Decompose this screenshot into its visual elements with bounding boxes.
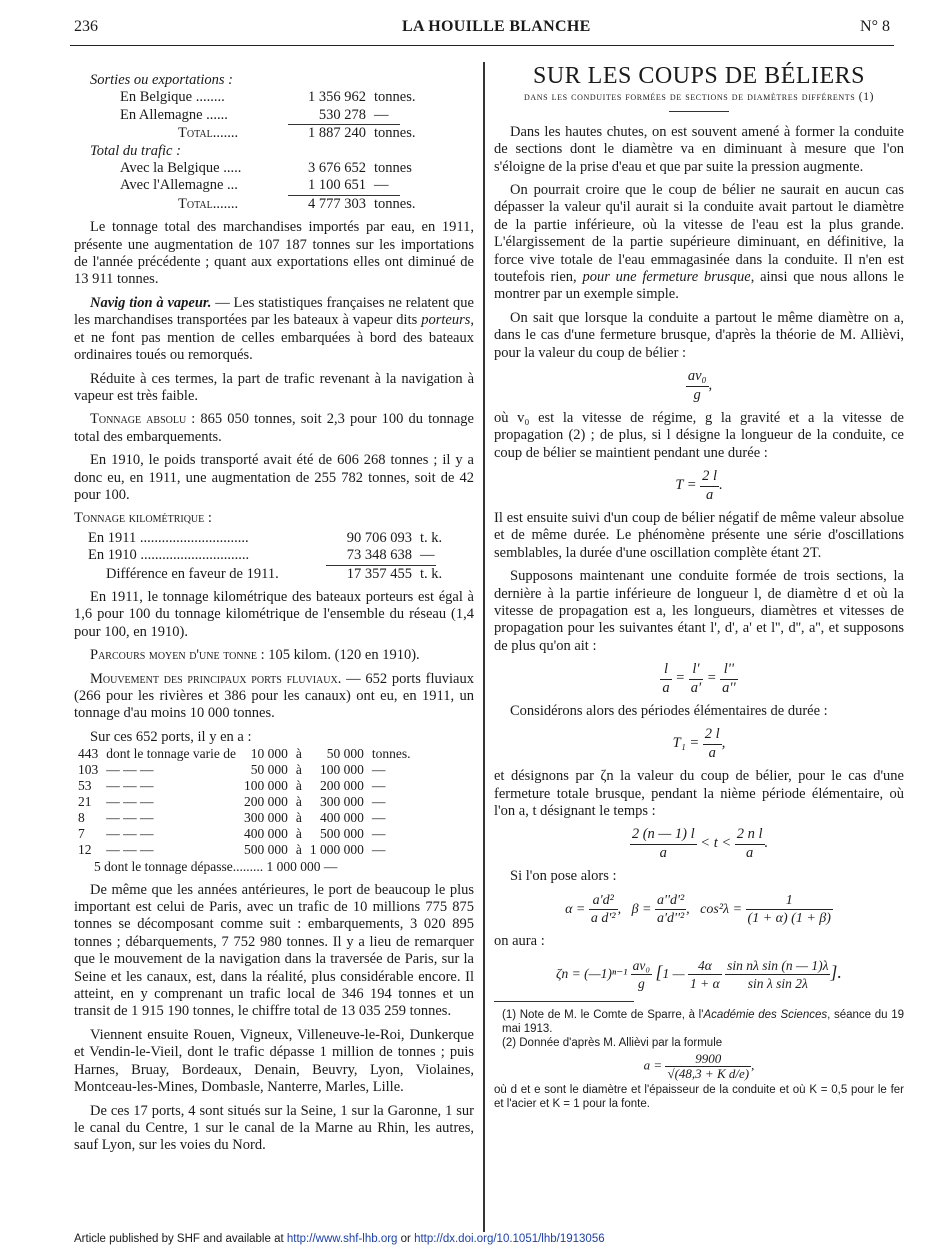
ports-intro: Sur ces 652 ports, il y en a :	[90, 728, 252, 745]
left-column	[74, 72, 474, 1161]
journal-title: LA HOUILLE BLANCHE	[402, 18, 591, 35]
column-divider	[483, 62, 485, 1232]
ports-cell: 300 000	[243, 810, 288, 826]
ports-cell: 443	[78, 746, 99, 762]
ports-cell: tonnes.	[371, 746, 411, 762]
ports-row	[74, 842, 414, 858]
ports-row	[74, 810, 414, 826]
footnote-3: où d et e sont le diamètre et l'épaisseur de la conduite et où K = 0,5 pour le fer et l'acier et K = 1 pour la fonte.	[494, 1083, 904, 1110]
ports-cell: — — —	[106, 762, 154, 778]
ports-cell: à	[295, 778, 302, 794]
issue-number: N° 8	[860, 18, 890, 35]
traffic-row: Avec l'Allemagne ... 1 100 651 —	[120, 177, 389, 194]
ports-cell: 21	[78, 794, 92, 810]
ports-cell: 7	[78, 826, 85, 842]
footnote-2: (2) Donnée d'après M. Allièvi par la formule	[502, 1036, 723, 1049]
ports-cell: —	[371, 794, 386, 810]
header-rule	[70, 45, 894, 46]
km-row: En 1910 .............................. 73 348 638 —	[88, 547, 435, 564]
title-separator	[669, 111, 729, 112]
ports-cell: —	[371, 778, 386, 794]
ports-row	[74, 762, 414, 778]
exports-heading: Sorties ou exportations :	[90, 72, 233, 88]
page-header	[70, 12, 890, 42]
ports-cell: 12	[78, 842, 92, 858]
formula-duree: T = $\frac{2 l}{a}$ .	[675, 468, 723, 503]
ports-row	[74, 826, 414, 842]
footnote-formula: a = $\frac{9900}{\text{√(48,3 + K d/e)}}$ ,	[643, 1050, 755, 1081]
paragraph: Le tonnage total des marchandises importés par eau, en 1911, présente une augmentation de 107 187 tonnes sur les importations de l'année précédente ; quant aux exportations elles ont diminué de 13 911 tonnes.	[74, 219, 474, 288]
ports-table	[74, 746, 414, 858]
formula-alpha-beta: α = $\frac{\text{a'd²}}{\text{a d'²}}$ , β = $\frac{\text{a''d'²}}{\text{a'd''²}}$ , cos²λ = $\frac{1}{(1 + \alpha) (1 + \beta)}$	[565, 892, 831, 927]
ports-cell: 100 000	[243, 778, 288, 794]
ports-cell: —	[371, 810, 386, 826]
ports-cell: — — —	[106, 842, 154, 858]
ports-last-row: 5 dont le tonnage dépasse......... 1 000 000 —	[94, 859, 338, 875]
paragraph: Tonnage absolu : 865 050 tonnes, soit 2,3 pour 100 du tonnage total des embarquements.	[74, 411, 474, 445]
traffic-total: Total....... 4 777 303 tonnes.	[178, 195, 416, 212]
ports-cell: 53	[78, 778, 92, 794]
exports-row: En Belgique ........ 1 356 962 tonnes.	[120, 89, 416, 106]
paragraph: Parcours moyen d'une tonne : 105 kilom. (120 en 1910).	[90, 647, 420, 664]
ports-cell: dont le tonnage varie de	[106, 746, 236, 762]
traffic-heading: Total du trafic :	[90, 142, 181, 159]
ports-cell: à	[295, 762, 302, 778]
km-row: En 1911 .............................. 90 706 093 t. k.	[88, 529, 443, 546]
footnotes	[494, 1008, 904, 1111]
paragraph: On sait que lorsque la conduite a partout le même diamètre on a, dans le cas d'une fermeture brusque, d'après la théorie de M. Allièvi, pour la valeur du coup de bélier :	[494, 309, 904, 361]
doi-link[interactable]: http://dx.doi.org/10.1051/lhb/1913056	[414, 1233, 605, 1245]
paragraph: où v₀ est la vitesse de régime, g la gravité et a la vitesse de propagation (2) ; de plus, si l désigne la longueur de la conduite, ce coup de bélier se maintient pendant une durée :	[494, 409, 904, 461]
ports-cell: 50 000	[326, 746, 364, 762]
formula-coup-belier: $\frac{\text{av₀}}{g}$ ,	[687, 368, 713, 403]
formula-temps: $\frac{2 (n — 1) l}{a}$ < t < $\frac{\text{2 n l}}{a}$ .	[631, 826, 769, 861]
exports-row: En Allemagne ...... 530 278 —	[120, 106, 389, 123]
ports-cell: — — —	[106, 810, 154, 826]
paragraph: on aura :	[494, 933, 545, 950]
paragraph: Dans les hautes chutes, on est souvent amené à former la conduite de sections dont le diamètre va en diminuant à mesure que l'on s'éloigne de la prise d'eau et que par suite la pression augmente.	[494, 123, 904, 175]
exports-total: Total....... 1 887 240 tonnes.	[178, 125, 416, 142]
ports-cell: à	[295, 794, 302, 810]
ports-cell: à	[295, 842, 302, 858]
ports-cell: 103	[78, 762, 99, 778]
footnote-1: (1) Note de M. le Comte de Sparre, à l'Académie des Sciences, séance du 19 mai 1913.	[502, 1008, 905, 1035]
ports-cell: 100 000	[319, 762, 364, 778]
paragraph: Navig tion à vapeur. — Les statistiques françaises ne relatent que les marchandises transportées par les bateaux à vapeur dits porteurs, et ne font pas mention de celles embarquées à bord des bateaux ordinaires toués ou remorqués.	[74, 294, 474, 364]
km-diff: Différence en faveur de 1911. 17 357 455 t. k.	[106, 565, 443, 582]
page-number: 236	[74, 18, 98, 35]
paragraph: En 1911, le tonnage kilométrique des bateaux porteurs est égal à 1,6 pour 100 du tonnage kilométrique de l'ensemble du réseau (1,4 pour 100, en 1910).	[74, 588, 474, 640]
ports-cell: 8	[78, 810, 85, 826]
page-footer: Article published by SHF and available at http://www.shf-lhb.org or http://dx.doi.org/10.1051/lhb/1913056	[74, 1233, 605, 1245]
ports-cell: 300 000	[319, 794, 364, 810]
paragraph: et désignons par ζn la valeur du coup de bélier, pour le cas d'une fermeture totale brusque, pendant la nième période élémentaire, où l'on a, t désignant le temps :	[494, 768, 904, 820]
ports-row	[74, 746, 414, 762]
ports-cell: à	[295, 746, 302, 762]
ports-cell: — — —	[106, 826, 154, 842]
paragraph: On pourrait croire que le coup de bélier ne saurait en aucun cas dépasser la valeur qu'il aurait si la conduite avait partout le diamètre de la partie inférieure, où la vitesse de l'eau est la plus grande. L'élargissement de la partie supérieure diminuant, en définitive, la force vive totale de l'eau emmagasinée dans la conduite. Il n'en est toutefois rien, pour une fermeture brusque, ainsi que nous allons le montrer par un exemple simple.	[494, 182, 904, 303]
ports-cell: 400 000	[243, 826, 288, 842]
ports-cell: 1 000 000	[309, 842, 364, 858]
ports-cell: à	[295, 826, 302, 842]
ports-row	[74, 778, 414, 794]
ports-cell: — — —	[106, 794, 154, 810]
ports-cell: 500 000	[243, 842, 288, 858]
article-subtitle: dans les conduites formées de sections de diamètres différents (1)	[523, 91, 874, 104]
ports-cell: 200 000	[319, 778, 364, 794]
ports-cell: 50 000	[250, 762, 288, 778]
paragraph: Considérons alors des périodes élémentaires de durée :	[510, 703, 828, 719]
paragraph: De même que les années antérieures, le port de beaucoup le plus important est celui de Paris, avec un trafic de 10 millions 775 875 tonnes se décomposant comme suit : embarquements, 3 020 895 tonnes ; débarquements, 7 752 980 tonnes. Il y a lieu de remarquer que le mouvement de la navigation dans la traversée de Paris, sur la Seine et les canaux, est, dans la réalité, plus considérable encore. Il atteint, en y comprenant un trafic local de 346 194 tonnes et un transit de 1 915 190 tonnes, le chiffre total de 13 035 259 tonnes.	[74, 881, 474, 1020]
ports-cell: —	[371, 826, 386, 842]
ports-cell: 200 000	[243, 794, 288, 810]
ports-row	[74, 794, 414, 810]
formula-zeta: ζn = (—1)ⁿ⁻¹ $\frac{\text{av₀}}{g}$ [1 — $\frac{4\alpha}{1 + \alpha}$ $\frac{\text{sin nλ sin (n — 1)λ}}{\text{sin λ sin 2λ}}$ ].	[556, 957, 842, 992]
formula-ratios: $\frac{l}{a}$ = $\frac{l'}{a'}$ = $\frac{l''}{a''}$	[662, 661, 736, 696]
paragraph: De ces 17 ports, 4 sont situés sur la Seine, 1 sur la Garonne, 1 sur le canal du Centre, 1 sur le canal de la Marne au Rhin, les autres, sauf Lyon, sur les voies du Nord.	[74, 1102, 474, 1154]
article-title: SUR LES COUPS DE BÉLIERS	[532, 63, 866, 89]
ports-cell: 500 000	[319, 826, 364, 842]
ports-cell: — — —	[106, 778, 154, 794]
paragraph: Il est ensuite suivi d'un coup de bélier négatif de même valeur absolue et de même durée. Le phénomène présente une série d'oscillations semblables, la durée d'une oscillation complète étant 2T.	[494, 509, 904, 561]
paragraph: Réduite à ces termes, la part de trafic revenant à la navigation à vapeur est très faible.	[74, 370, 474, 404]
ports-cell: à	[295, 810, 302, 826]
footnote-rule	[494, 1001, 634, 1002]
ports-cell: —	[371, 842, 386, 858]
formula-periode: T₁ = $\frac{2 l}{a}$ ,	[672, 726, 726, 761]
ports-cell: 10 000	[250, 746, 288, 762]
ports-cell: —	[371, 762, 386, 778]
traffic-row: Avec la Belgique ..... 3 676 652 tonnes	[120, 160, 412, 177]
paragraph: Mouvement des principaux ports fluviaux. — 652 ports fluviaux (266 pour les rivières et 386 pour les canaux) ont eu, en 1911, un tonnage d'au moins 10 000 tonnes.	[74, 670, 474, 722]
right-column	[494, 62, 904, 1111]
paragraph: Si l'on pose alors :	[510, 868, 617, 885]
km-heading: Tonnage kilométrique :	[74, 510, 212, 527]
shf-link[interactable]: http://www.shf-lhb.org	[286, 1233, 398, 1245]
paragraph: Viennent ensuite Rouen, Vigneux, Villeneuve-le-Roi, Dunkerque et Vendin-le-Vieil, dont le trafic dépasse 1 million de tonnes ; puis Harnes, Bruay, Bordeaux, Denain, Beuvry, Lyon, Violaines, Montceau-les-Mines, Dombasle, Nanterre, Marles, Lille.	[74, 1026, 474, 1096]
paragraph: Supposons maintenant une conduite formée de trois sections, la dernière à la partie inférieure de longueur l, de diamètre d et où la vitesse de propagation est a, les longueurs, diamètres et vitesses de propagation pour les suivantes étant l', d', a' et l'', d'', a'', et supposons de plus qu'on ait :	[494, 568, 904, 654]
paragraph: En 1910, le poids transporté avait été de 606 268 tonnes ; il y a donc eu, en 1911, une augmentation de 255 782 tonnes, soit de 42 pour 100.	[74, 452, 474, 503]
ports-cell: 400 000	[319, 810, 364, 826]
